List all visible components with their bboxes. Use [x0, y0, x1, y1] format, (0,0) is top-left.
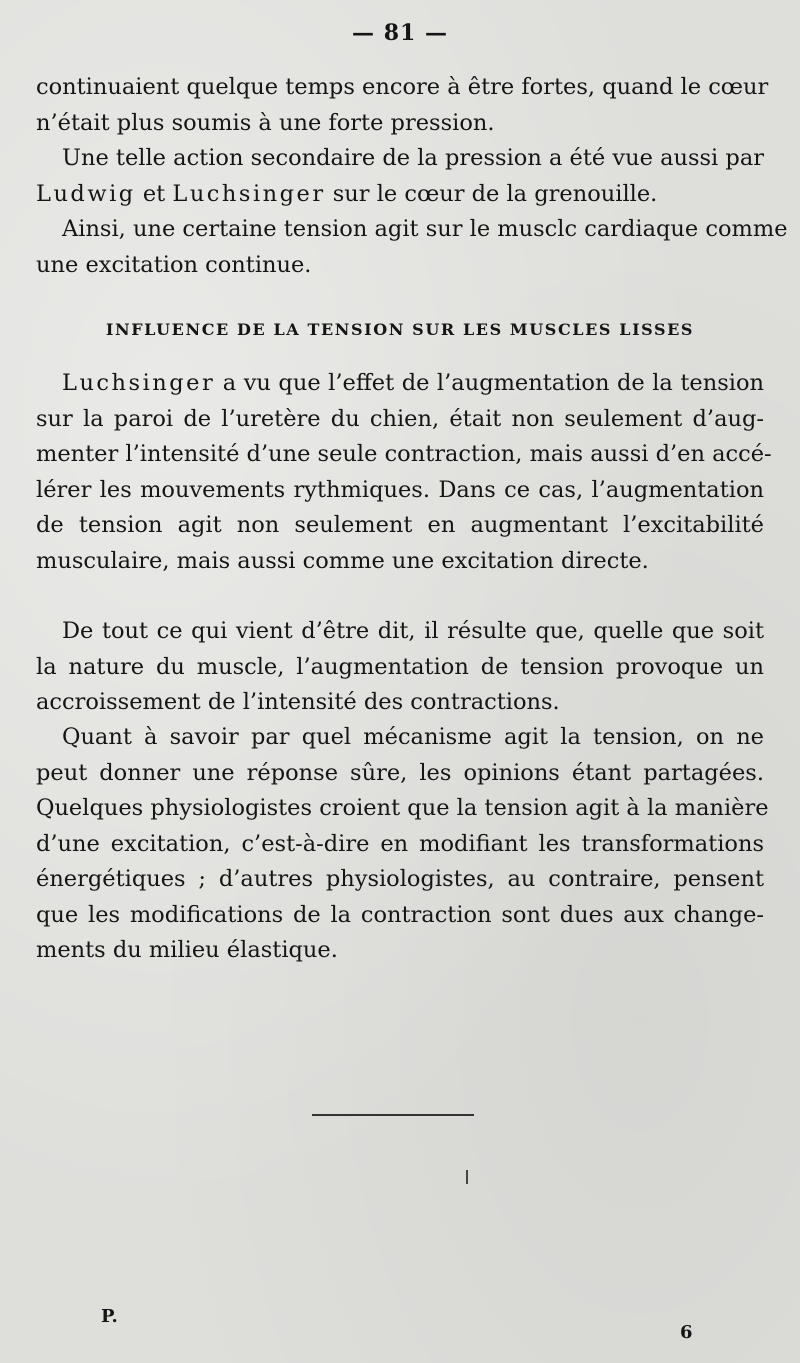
author-name-luchsinger: Luchsinger: [172, 180, 326, 207]
author-name-ludwig: Ludwig: [36, 180, 136, 207]
section-heading: INFLUENCE DE LA TENSION SUR LES MUSCLES LISSES: [105, 320, 695, 339]
paragraph-1: [36, 70, 769, 141]
text-line: lérer les mouvements rythmiques. Dans ce cas, l’augmentation: [36, 476, 764, 503]
text-line: menter l’intensité d’une seule contraction, mais aussi d’en accé-: [36, 441, 772, 467]
print-mark: [466, 1170, 468, 1184]
text-line: continuaient quelque temps encore à être fortes, quand le cœur: [36, 74, 769, 100]
text-line: Une telle action secondaire de la pression a été vue aussi par: [62, 145, 764, 171]
text-line: la nature du muscle, l’augmentation de tension provoque un: [36, 653, 764, 680]
paragraph-6: [36, 720, 769, 969]
text-line: Ainsi, une certaine tension agit sur le musclc cardiaque comme: [62, 216, 788, 242]
paragraph-2: [36, 141, 764, 212]
text-line: De tout ce qui vient d’être dit, il résulte que, quelle que soit: [62, 618, 764, 644]
text-line: que les modifications de la contraction sont dues aux change-: [36, 901, 764, 928]
text-line: de tension agit non seulement en augmentant l’excitabilité: [36, 512, 764, 538]
text-line: énergétiques ; d’autres physiologistes, au contraire, pensent: [36, 866, 764, 892]
text-line: une excitation continue.: [36, 251, 312, 278]
text-fragment: sur le cœur de la grenouille.: [325, 180, 658, 207]
text-line: [36, 177, 764, 213]
author-name-luchsinger: Luchsinger: [62, 370, 216, 396]
paragraph-4: [36, 366, 772, 579]
text-fragment: a vu que l’effet de l’augmentation de la tension: [215, 370, 764, 396]
paragraph-3: [36, 212, 788, 283]
signature-mark-right: 6: [680, 1322, 693, 1343]
signature-mark-left: P.: [101, 1306, 118, 1327]
text-line: sur la paroi de l’uretère du chien, était non seulement d’aug-: [36, 405, 764, 432]
text-line: ments du milieu élastique.: [36, 937, 338, 963]
text-line: [36, 366, 764, 402]
text-line: d’une excitation, c’est-à-dire en modifiant les transformations: [36, 830, 764, 857]
text-line: Quelques physiologistes croient que la tension agit à la manière: [36, 795, 769, 821]
text-line: musculaire, mais aussi comme une excitation directe.: [36, 547, 649, 574]
text-line: peut donner une réponse sûre, les opinions étant partagées.: [36, 759, 764, 786]
text-line: n’était plus soumis à une forte pression.: [36, 109, 495, 136]
text-fragment: et: [135, 180, 173, 207]
text-line: accroissement de l’intensité des contractions.: [36, 689, 560, 715]
page-number: — 81 —: [352, 20, 448, 46]
paragraph-5: [36, 614, 764, 721]
text-line: Quant à savoir par quel mécanisme agit la tension, on ne: [62, 724, 764, 750]
section-end-rule: [312, 1114, 474, 1116]
